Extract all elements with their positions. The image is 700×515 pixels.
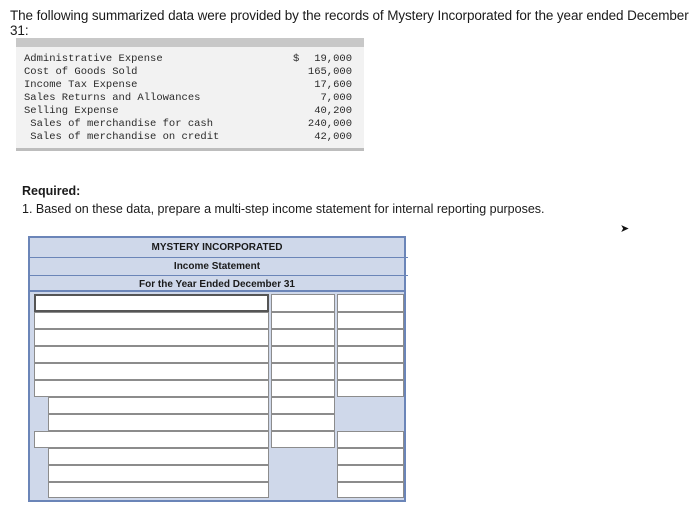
account-cell[interactable] [48, 397, 269, 414]
total-cell[interactable] [337, 329, 404, 346]
account-cell[interactable] [48, 465, 269, 482]
total-cell[interactable] [337, 346, 404, 363]
account-cell[interactable] [34, 312, 269, 329]
account-cell[interactable] [48, 448, 269, 465]
data-row [16, 79, 364, 92]
problem-intro: The following summarized data were provided by the records of Mystery Incorporated for the year ended December 31: [10, 8, 689, 38]
total-cell[interactable] [337, 312, 404, 329]
total-cell[interactable] [337, 448, 404, 465]
statement-period: For the Year Ended December 31 [139, 279, 295, 290]
account-cell[interactable] [48, 414, 269, 431]
data-amount: 165,000 [307, 66, 352, 78]
data-row [16, 92, 364, 105]
account-cell[interactable] [34, 294, 269, 312]
data-amount: 42,000 [314, 131, 352, 143]
data-amount: 19,000 [314, 53, 352, 65]
data-label: Administrative Expense [24, 53, 163, 65]
account-cell[interactable] [34, 431, 269, 448]
account-cell[interactable] [34, 346, 269, 363]
cursor-arrow-icon: ➤ [620, 223, 630, 235]
data-row [16, 66, 364, 79]
dollar-sign: $ [293, 53, 300, 65]
total-cell[interactable] [337, 294, 404, 312]
data-amount: 40,200 [314, 105, 352, 117]
data-row [16, 53, 364, 66]
data-label: Sales Returns and Allowances [24, 92, 201, 104]
total-cell[interactable] [337, 380, 404, 397]
income-statement-worksheet [28, 236, 406, 502]
statement-grid [28, 292, 406, 502]
amount-cell[interactable] [271, 414, 335, 431]
data-amount: 17,600 [314, 79, 352, 91]
requirement-1: 1. Based on these data, prepare a multi-step income statement for internal reporting purposes. [22, 202, 545, 216]
header-divider [30, 275, 408, 276]
data-label: Sales of merchandise for cash [24, 118, 214, 130]
company-name: MYSTERY INCORPORATED [151, 242, 283, 253]
data-row [16, 118, 364, 131]
required-heading: Required: [22, 184, 81, 198]
amount-cell[interactable] [271, 431, 335, 448]
data-amount: 240,000 [307, 118, 352, 130]
statement-header [28, 236, 406, 292]
data-row [16, 105, 364, 118]
amount-cell[interactable] [271, 312, 335, 329]
account-cell[interactable] [34, 329, 269, 346]
total-cell[interactable] [337, 363, 404, 380]
total-cell[interactable] [337, 465, 404, 482]
total-cell[interactable] [337, 431, 404, 448]
data-amount: 7,000 [320, 92, 352, 104]
amount-cell[interactable] [271, 363, 335, 380]
statement-title: Income Statement [173, 261, 261, 272]
amount-cell[interactable] [271, 380, 335, 397]
account-cell[interactable] [48, 482, 269, 498]
amount-cell[interactable] [271, 294, 335, 312]
total-cell[interactable] [337, 482, 404, 498]
given-data-table [16, 38, 364, 151]
data-label: Cost of Goods Sold [24, 66, 138, 78]
amount-cell[interactable] [271, 329, 335, 346]
header-divider [30, 257, 408, 258]
amount-cell[interactable] [271, 346, 335, 363]
amount-cell[interactable] [271, 397, 335, 414]
account-cell[interactable] [34, 380, 269, 397]
data-label: Sales of merchandise on credit [24, 131, 220, 143]
account-cell[interactable] [34, 363, 269, 380]
data-label: Income Tax Expense [24, 79, 138, 91]
data-label: Selling Expense [24, 105, 119, 117]
data-row [16, 131, 364, 144]
